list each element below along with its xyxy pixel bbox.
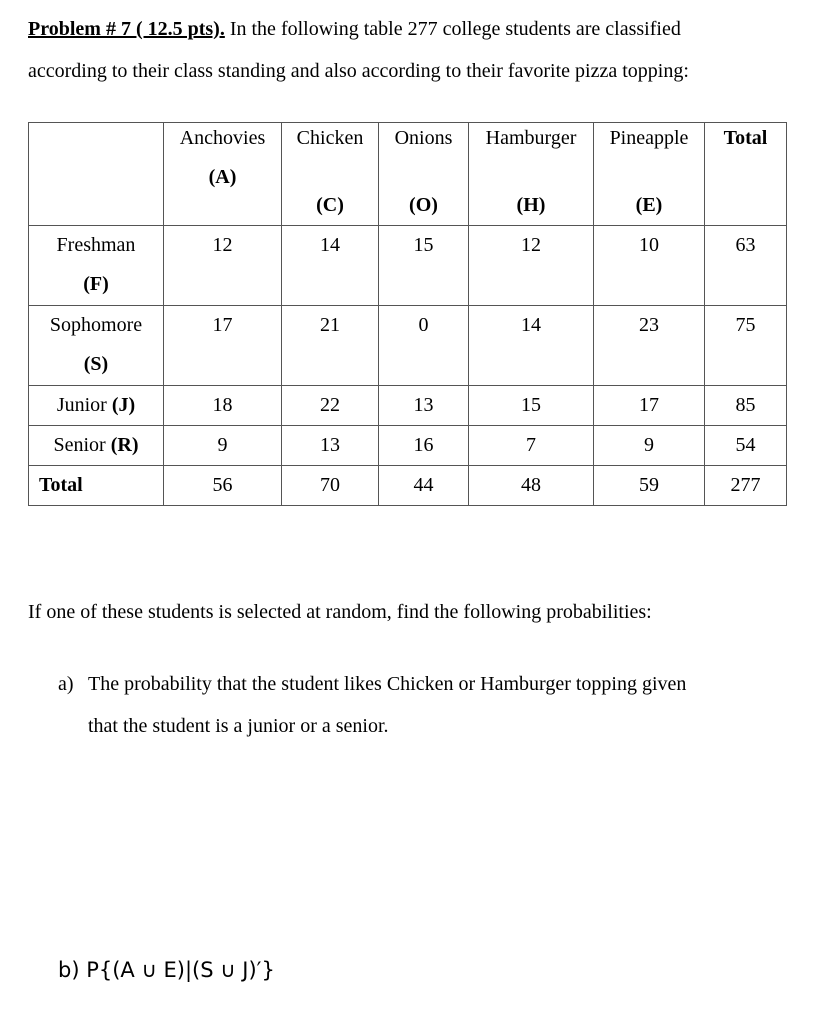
table-cell: 14 <box>282 226 379 306</box>
table-cell: 56 <box>164 466 282 506</box>
question-a-line2: that the student is a junior or a senior. <box>88 715 389 737</box>
table-row <box>29 306 787 386</box>
table-cell: 17 <box>164 306 282 386</box>
row-label: Sophomore (S) <box>29 306 164 386</box>
problem-intro-line1: In the following table 277 college students are classified <box>229 18 681 40</box>
table-cell: 17 <box>594 386 705 426</box>
table-cell: 22 <box>282 386 379 426</box>
row-label: Freshman (F) <box>29 226 164 306</box>
table-cell: 44 <box>379 466 469 506</box>
table-cell: 70 <box>282 466 379 506</box>
corner-cell <box>29 123 164 226</box>
question-a-letter: a) <box>58 673 74 695</box>
table-cell: 12 <box>164 226 282 306</box>
table-cell: 13 <box>379 386 469 426</box>
table-cell: 63 <box>705 226 787 306</box>
table-cell: 18 <box>164 386 282 426</box>
question-a <box>58 663 798 747</box>
table-cell: 277 <box>705 466 787 506</box>
column-header: Pineapple (E) <box>594 123 705 226</box>
row-label: Senior (R) <box>29 426 164 466</box>
instruction-text: If one of these students is selected at random, find the following probabilities: <box>28 601 652 623</box>
column-header: Onions (O) <box>379 123 469 226</box>
table-cell: 9 <box>164 426 282 466</box>
contingency-table <box>28 122 787 506</box>
table-cell: 10 <box>594 226 705 306</box>
question-b: b) P{(A ∪ E)|(S ∪ J)′} <box>58 958 275 982</box>
question-a-line1: The probability that the student likes Chicken or Hamburger topping given <box>88 673 687 695</box>
problem-title: Problem # 7 ( 12.5 pts). <box>28 18 225 40</box>
column-header: Anchovies (A) <box>164 123 282 226</box>
table-cell: 48 <box>469 466 594 506</box>
table-row <box>29 426 787 466</box>
table-cell: 15 <box>469 386 594 426</box>
table-cell: 85 <box>705 386 787 426</box>
table-cell: 15 <box>379 226 469 306</box>
table-total-row <box>29 466 787 506</box>
problem-heading <box>28 18 681 41</box>
table-cell: 0 <box>379 306 469 386</box>
table-cell: 59 <box>594 466 705 506</box>
table-cell: 12 <box>469 226 594 306</box>
column-header: Hamburger (H) <box>469 123 594 226</box>
column-header-total: Total <box>705 123 787 226</box>
table-cell: 75 <box>705 306 787 386</box>
table-header-row <box>29 123 787 226</box>
table-cell: 16 <box>379 426 469 466</box>
table-cell: 7 <box>469 426 594 466</box>
table-cell: 21 <box>282 306 379 386</box>
table-row <box>29 226 787 306</box>
table-row <box>29 386 787 426</box>
problem-intro-line2: according to their class standing and also according to their favorite pizza topping: <box>28 60 689 82</box>
table-cell: 14 <box>469 306 594 386</box>
column-header: Chicken (C) <box>282 123 379 226</box>
table-cell: 13 <box>282 426 379 466</box>
row-label-total: Total <box>29 466 164 506</box>
table-cell: 9 <box>594 426 705 466</box>
table-cell: 23 <box>594 306 705 386</box>
row-label: Junior (J) <box>29 386 164 426</box>
table-cell: 54 <box>705 426 787 466</box>
